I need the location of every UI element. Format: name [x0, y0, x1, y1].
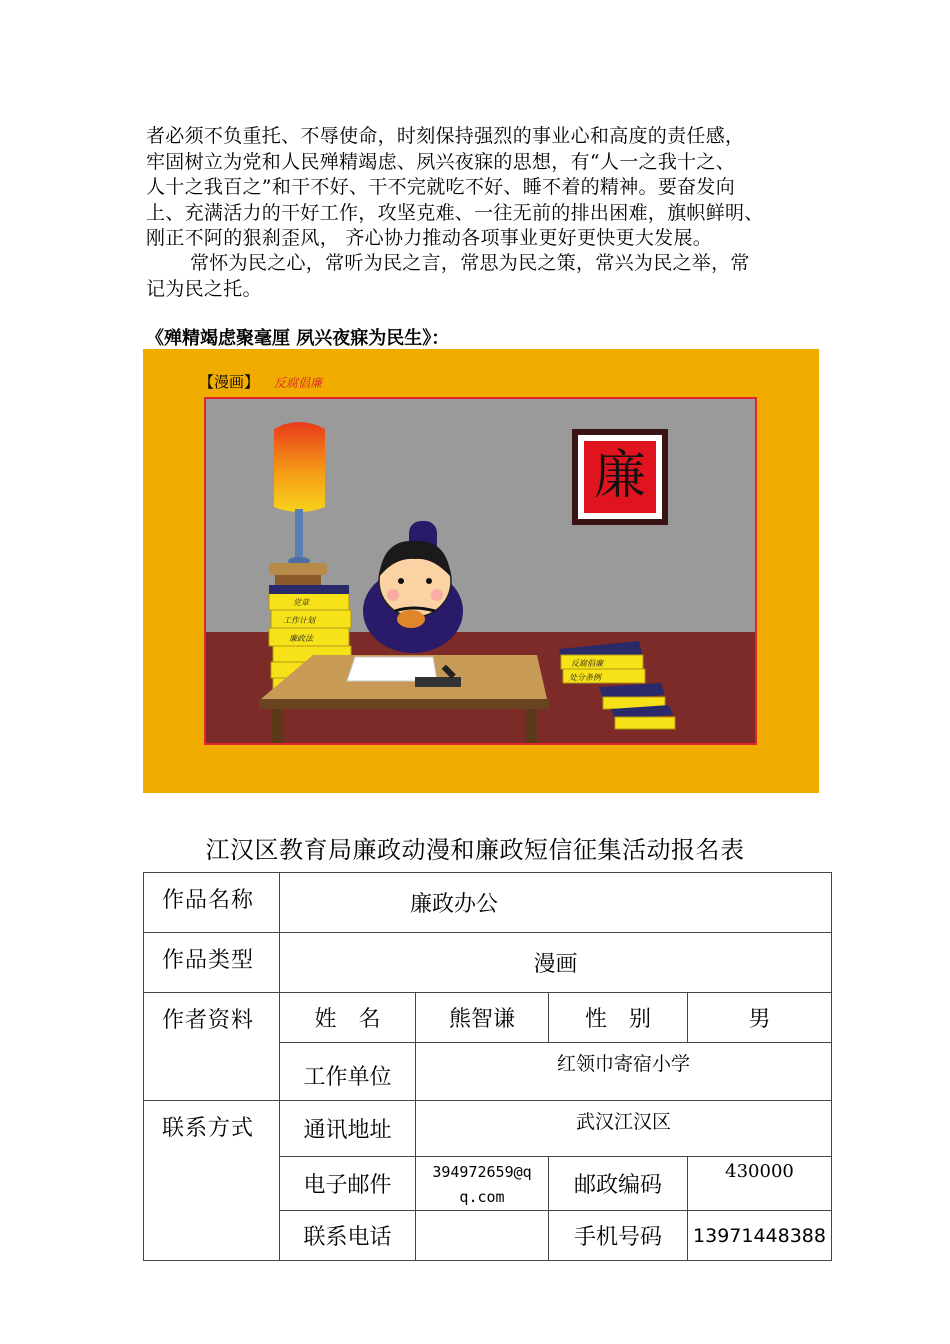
work-name-value: 廉政办公 [280, 873, 832, 933]
gender-label: 性 别 [549, 993, 688, 1043]
comic-illustration [143, 349, 819, 793]
lian-plaque [572, 429, 668, 525]
text-line: 记为民之托。 [146, 277, 262, 300]
unit-label: 工作单位 [280, 1043, 416, 1101]
form-row-work-type [144, 933, 832, 993]
contact-label: 联系方式 [144, 1101, 280, 1261]
book-label: 反腐倡廉 [571, 659, 603, 668]
text-line: 者必须不负重托、不辱使命，时刻保持强烈的事业心和高度的责任感， [146, 125, 745, 147]
body-paragraph-2 [146, 251, 826, 302]
book-label: 廉政法 [289, 634, 313, 643]
unit-value: 红领巾寄宿小学 [416, 1043, 832, 1101]
gender-value: 男 [688, 993, 832, 1043]
comic-caption: 《殚精竭虑聚毫厘 夙兴夜寐为民生》： [146, 328, 450, 349]
phone-value [416, 1211, 549, 1261]
address-label: 通讯地址 [280, 1101, 416, 1157]
mobile-value: 13971448388 [688, 1211, 832, 1261]
comic-subtitle: 反腐倡廉 [274, 376, 323, 390]
registration-form [143, 872, 832, 1261]
email-value: 394972659@qq.com [416, 1157, 549, 1211]
name-label: 姓 名 [280, 993, 416, 1043]
book-label: 工作计划 [283, 616, 315, 625]
body-paragraph-1 [146, 124, 826, 252]
postcode-value: 430000 [688, 1157, 832, 1211]
author-label: 作者资料 [144, 993, 280, 1101]
text-line: 人十之我百之”和干不好、干不完就吃不好、睡不着的精神。要奋发向 [146, 176, 736, 198]
mobile-label: 手机号码 [549, 1211, 688, 1261]
work-name-label: 作品名称 [144, 873, 280, 933]
email-label: 电子邮件 [280, 1157, 416, 1211]
form-row-address [144, 1101, 832, 1157]
text-line: 牢固树立为党和人民殚精竭虑、夙兴夜寐的思想，有“人一之我十之、 [146, 150, 736, 173]
form-title: 江汉区教育局廉政动漫和廉政短信征集活动报名表 [205, 836, 745, 864]
book-label: 处分条例 [569, 673, 601, 682]
plaque-character: 廉 [593, 446, 647, 506]
text-line: 刚正不阿的狠刹歪风， 齐心协力推动各项事业更好更快更大发展。 [146, 227, 713, 249]
phone-label: 联系电话 [280, 1211, 416, 1261]
address-value: 武汉江汉区 [416, 1101, 832, 1157]
book-label: 党章 [293, 598, 309, 607]
text-line: 上、充满活力的干好工作，攻坚克难、一往无前的排出困难，旗帜鲜明、 [146, 201, 764, 224]
work-type-label: 作品类型 [144, 933, 280, 993]
postcode-label: 邮政编码 [549, 1157, 688, 1211]
form-row-work-name [144, 873, 832, 933]
work-type-value: 漫画 [280, 933, 832, 993]
form-row-author [144, 993, 832, 1043]
name-value: 熊智谦 [416, 993, 549, 1043]
comic-tag: 【漫画】 [199, 373, 260, 391]
lamp-icon [269, 422, 327, 589]
text-line: 常怀为民之心，常听为民之言，常思为民之策，常兴为民之举，常 [190, 252, 750, 274]
